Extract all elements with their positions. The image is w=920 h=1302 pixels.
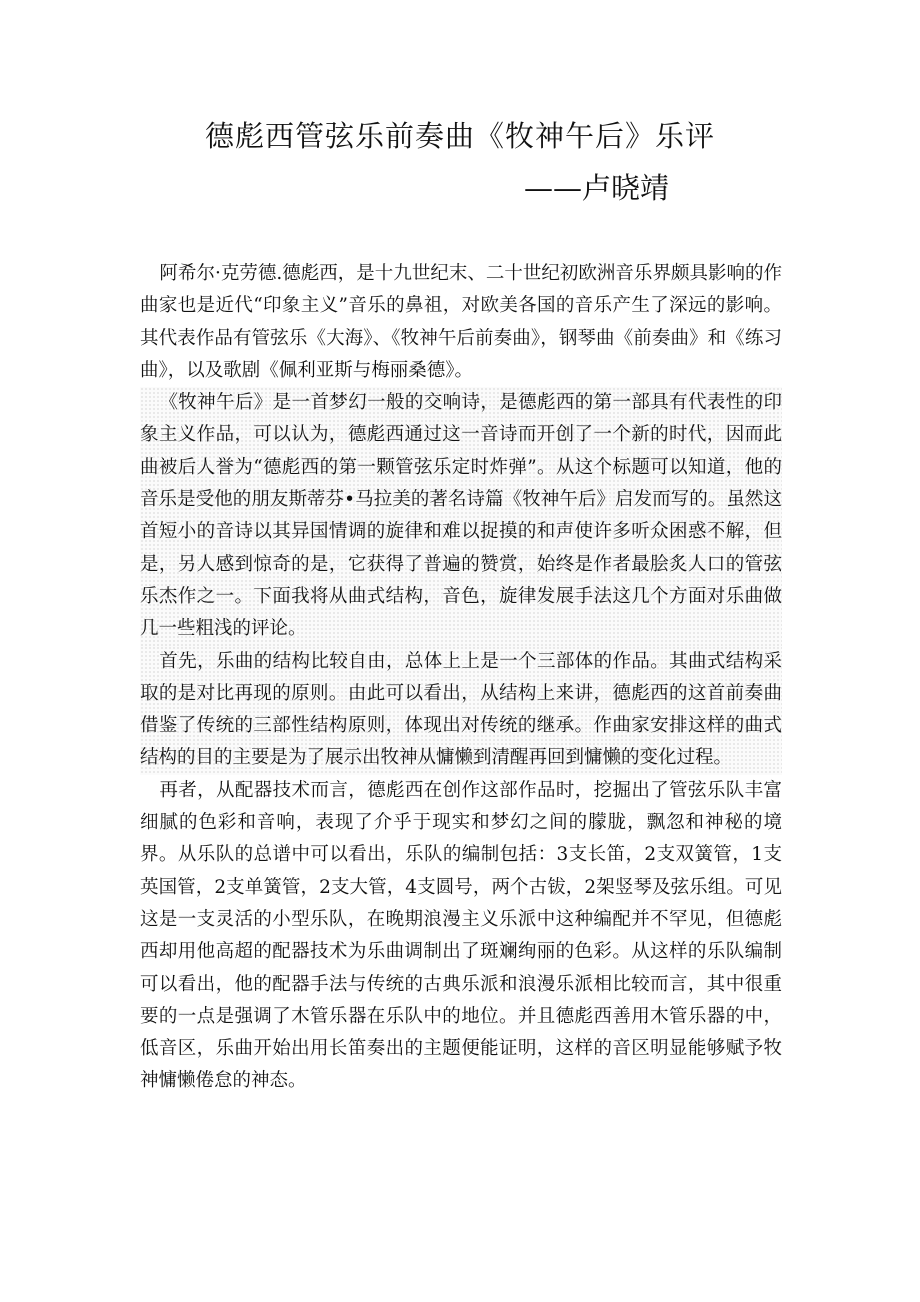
document-body	[140, 258, 782, 1098]
author-line: ——卢晓靖	[524, 171, 670, 205]
paragraph-overview: 《牧神午后》是一首梦幻一般的交响诗，是德彪西的第一部具有代表性的印象主义作品，可以认为，德彪西通过这一音诗而开创了一个新的时代，因而此曲被后人誉为“德彪西的第一颗管弦乐定时炸弹”。从这个标题可以知道，他的音乐是受他的朋友斯蒂芬•马拉美的著名诗篇《牧神午后》启发而写的。虽然这首短小的音诗以其异国情调的旋律和难以捉摸的和声使许多听众困惑不解，但是，另人感到惊奇的是，它获得了普遍的赞赏，始终是作者最脍炙人口的管弦乐杰作之一。下面我将从曲式结构，音色，旋律发展手法这几个方面对乐曲做几一些粗浅的评论。	[140, 387, 782, 645]
document-title: 德彪西管弦乐前奏曲《牧神午后》乐评	[204, 119, 715, 153]
paragraph-intro: 阿希尔·克劳德.德彪西，是十九世纪末、二十世纪初欧洲音乐界颇具影响的作曲家也是近代“印象主义”音乐的鼻祖，对欧美各国的音乐产生了深远的影响。其代表作品有管弦乐《大海》、《牧神午后前奏曲》，钢琴曲《前奏曲》和《练习曲》，以及歌剧《佩利亚斯与梅丽桑德》。	[140, 263, 782, 381]
paragraph-structure: 首先，乐曲的结构比较自由，总体上上是一个三部体的作品。其曲式结构采取的是对比再现的原则。由此可以看出，从结构上来讲，德彪西的这首前奏曲借鉴了传统的三部性结构原则，体现出对传统的继承。作曲家安排这样的曲式结构的目的主要是为了展示出牧神从慵懒到清醒再回到慵懒的变化过程。	[140, 646, 782, 775]
paragraph-orchestration: 再者，从配器技术而言，德彪西在创作这部作品时，挖掘出了管弦乐队丰富细腻的色彩和音响，表现了介乎于现实和梦幻之间的朦胧，飘忽和神秘的境界。从乐队的总谱中可以看出，乐队的编制包括：3支长笛，2支双簧管，1支英国管，2支单簧管，2支大管，4支圆号，两个古钹，2架竖琴及弦乐组。可见这是一支灵活的小型乐队，在晚期浪漫主义乐派中这种编配并不罕见，但德彪西却用他高超的配器技术为乐曲调制出了斑斓绚丽的色彩。从这样的乐队编制可以看出，他的配器手法与传统的古典乐派和浪漫乐派相比较而言，其中很重要的一点是强调了木管乐器在乐队中的地位。并且德彪西善用木管乐器的中，低音区，乐曲开始出用长笛奏出的主题便能证明，这样的音区明显能够赋予牧神慵懒倦怠的神态。	[140, 779, 782, 1092]
